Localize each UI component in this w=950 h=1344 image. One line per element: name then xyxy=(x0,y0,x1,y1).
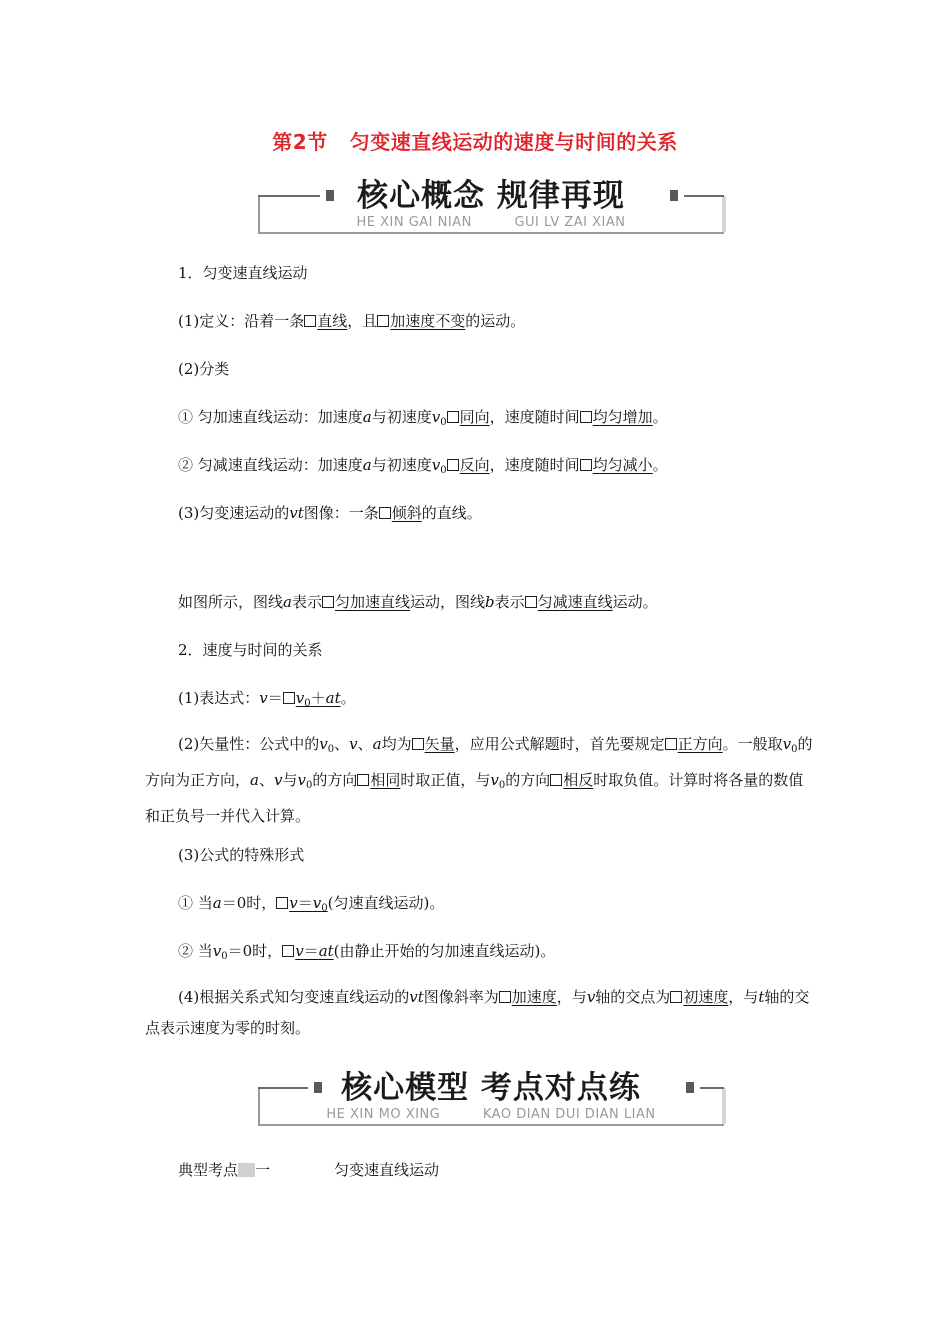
accelerating-line: ① 匀加速直线运动：加速度a与初速度$v_0$ 同向，速度随时间 均匀增加。 xyxy=(178,408,668,428)
banner-pinyin: HE XIN GAI NIAN GUI LV ZAI XIAN xyxy=(356,215,626,230)
banner-core-models xyxy=(258,1068,724,1130)
figure-description: 如图所示，图线a表示 匀加速直线运动，图线b表示 匀减速直线运动。 xyxy=(178,593,658,611)
definition-line: (1)定义：沿着一条 直线，且 加速度不变的运动。 xyxy=(178,312,526,330)
banner-title: 核心概念 规律再现 xyxy=(357,178,625,214)
gray-marker xyxy=(238,1163,255,1177)
expression-line: (1)表达式：$v= v_0+at$。 xyxy=(178,689,356,709)
banner-title: 核心模型 考点对点练 xyxy=(341,1070,641,1106)
special-form-2: ② 当$v_0=0$时， v＝at(由静止开始的匀加速直线运动)。 xyxy=(178,942,556,962)
special-forms-heading: (3)公式的特殊形式 xyxy=(178,846,305,864)
heading-uniform-acceleration: 1．匀变速直线运动 xyxy=(178,264,308,282)
banner-pinyin: HE XIN MO XING KAO DIAN DUI DIAN LIAN xyxy=(326,1107,656,1122)
decelerating-line: ② 匀减速直线运动：加速度a与初速度$v_0$ 反向，速度随时间 均匀减小。 xyxy=(178,456,668,476)
graph-meaning-paragraph: (4)根据关系式知匀变速直线运动的vt图像斜率为 加速度，与v轴的交点为 初速度，与t轴的交点表示速度为零的时刻。 xyxy=(145,988,810,1037)
special-form-1: ① 当a＝0时， $v=v_0$(匀速直线运动)。 xyxy=(178,894,445,914)
page-title xyxy=(0,126,950,155)
vector-paragraph: (2)矢量性：公式中的$v_0$、v、a均为 矢量，应用公式解题时，首先要规定 正方向。一般取$v_0$的方向为正方向，a、v与$v_0$的方向 相同时取正值，与$v_0$的方向 相反时取负值。计算时将各量的数值和正负号一并代入计算。 xyxy=(145,735,813,825)
section-title: 匀变速直线运动的速度与时间的关系 xyxy=(349,130,678,154)
vt-graph-line: (3)匀变速运动的vt图像：一条 倾斜的直线。 xyxy=(178,504,482,522)
heading-velocity-time: 2．速度与时间的关系 xyxy=(178,641,323,659)
classification-heading: (2)分类 xyxy=(178,360,230,378)
topic-title: 匀变速直线运动 xyxy=(334,1161,440,1179)
typical-topic-line: 典型考点 一 匀变速直线运动 xyxy=(178,1161,440,1179)
section-number: 第2节 xyxy=(272,130,328,154)
banner-core-concepts xyxy=(258,176,724,238)
